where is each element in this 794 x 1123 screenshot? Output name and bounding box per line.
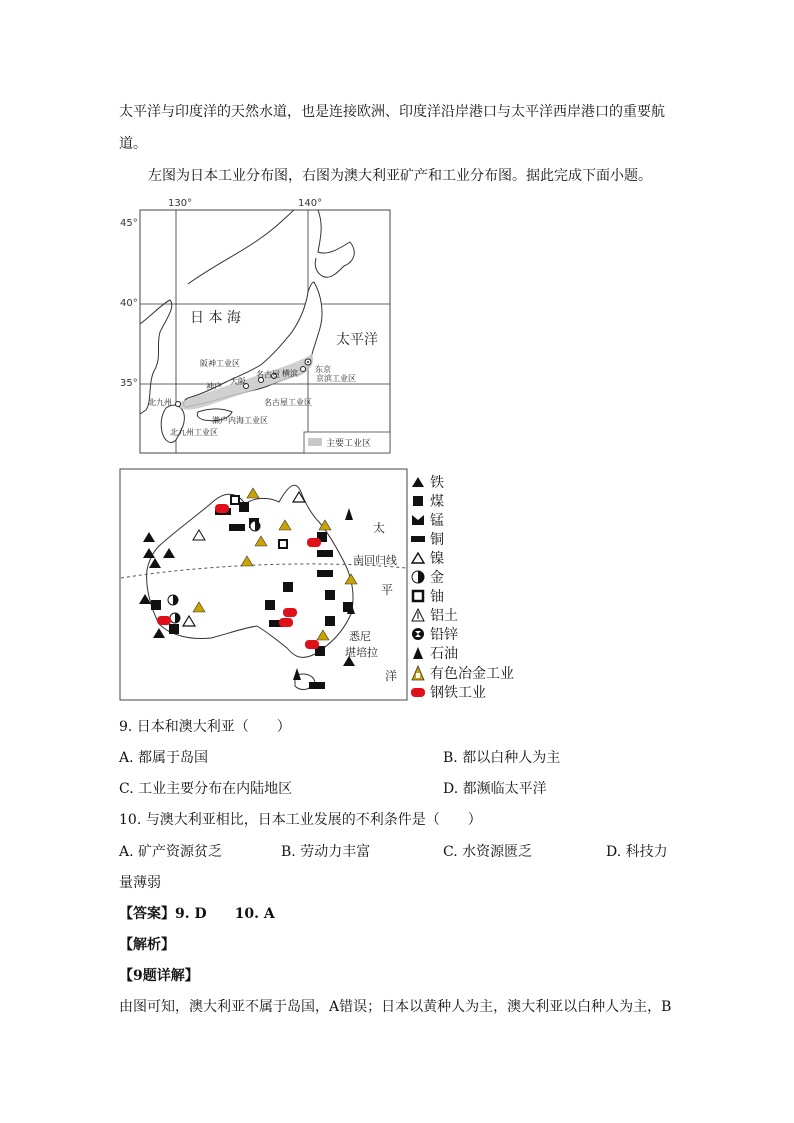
lon-140-label: 140° bbox=[298, 198, 323, 209]
legend-nickel-label: 镍 bbox=[430, 551, 444, 567]
nickel-icon bbox=[410, 550, 426, 566]
legend-coal bbox=[410, 492, 444, 510]
intro-line-1: 太平洋与印度洋的天然水道，也是连接欧洲、印度洋沿岸港口与太平洋西岸港口的重要航 bbox=[119, 104, 665, 120]
q10-option-a[interactable]: A. 矿产资源贫乏 bbox=[119, 844, 223, 860]
legend-copper bbox=[410, 530, 444, 548]
coal-icon bbox=[410, 493, 426, 509]
legend-nonferrous-label: 有色冶金工业 bbox=[430, 666, 514, 682]
q9-option-b[interactable]: B. 都以白种人为主 bbox=[443, 750, 561, 766]
nagoya-city-label: 名古屋 bbox=[256, 370, 280, 379]
legend-uranium-label: 铀 bbox=[430, 589, 444, 605]
manganese-icon bbox=[410, 512, 426, 528]
q10-option-d-continued: 量薄弱 bbox=[119, 875, 161, 891]
japan-legend-label: 主要工业区 bbox=[326, 439, 372, 449]
legend-manganese bbox=[410, 511, 444, 529]
legend-manganese-label: 锰 bbox=[430, 513, 444, 529]
legend-coal-label: 煤 bbox=[430, 494, 444, 510]
bauxite-icon bbox=[410, 607, 426, 623]
yokohama-label: 横滨 bbox=[282, 369, 298, 378]
lon-130-label: 130° bbox=[168, 198, 193, 209]
pacific-char-1: 太 bbox=[373, 521, 386, 535]
q10-stem: 10. 与澳大利亚相比，日本工业发展的不利条件是（ ） bbox=[119, 812, 482, 828]
q9-option-a[interactable]: A. 都属于岛国 bbox=[119, 750, 209, 766]
iron-icon bbox=[410, 474, 426, 490]
lat-35-label: 35° bbox=[120, 378, 138, 389]
q10-option-d[interactable]: D. 科技力 bbox=[606, 844, 668, 860]
uranium-icon bbox=[410, 588, 426, 604]
legend-iron-label: 铁 bbox=[430, 475, 444, 491]
canberra-label: 堪培拉 bbox=[345, 646, 378, 659]
setouchi-label: 濑户内海工业区 bbox=[212, 416, 268, 425]
lead-zinc-icon bbox=[410, 626, 426, 642]
legend-oil bbox=[410, 644, 458, 662]
answer-line: 【答案】9. D 10. A bbox=[119, 906, 275, 922]
q9-detail-title: 【9题详解】 bbox=[119, 968, 199, 984]
legend-gold-label: 金 bbox=[430, 570, 444, 586]
gold-icon bbox=[410, 569, 426, 585]
intro-line-2: 道。 bbox=[119, 136, 147, 152]
legend-iron bbox=[410, 473, 444, 491]
legend-steel-label: 钢铁工业 bbox=[430, 685, 486, 701]
pacific-char-2: 平 bbox=[381, 583, 394, 597]
analysis-title: 【解析】 bbox=[119, 937, 175, 953]
kobe-label: 神户 bbox=[206, 382, 222, 391]
nonferrous-icon bbox=[410, 665, 426, 681]
pacific-label-japan: 太平洋 bbox=[336, 332, 378, 348]
legend-copper-label: 铜 bbox=[430, 532, 444, 548]
legend-oil-label: 石油 bbox=[430, 646, 458, 662]
legend-gold bbox=[410, 568, 444, 586]
legend-bauxite-label: 铝土 bbox=[430, 608, 458, 624]
lat-45-label: 45° bbox=[120, 218, 138, 229]
q9-option-d[interactable]: D. 都濒临太平洋 bbox=[443, 781, 547, 797]
lat-40-label: 40° bbox=[120, 298, 138, 309]
sydney-label: 悉尼 bbox=[349, 630, 371, 643]
japan-industry-map bbox=[118, 196, 394, 458]
legend-nickel bbox=[410, 549, 444, 567]
q10-option-c[interactable]: C. 水资源匮乏 bbox=[443, 844, 533, 860]
osaka-label: 大阪 bbox=[230, 377, 246, 386]
keihin-label: 京滨工业区 bbox=[316, 374, 356, 383]
intro-line-3: 左图为日本工业分布图，右图为澳大利亚矿产和工业分布图。据此完成下面小题。 bbox=[148, 168, 652, 184]
kitakyushu-label: 北九州 bbox=[148, 398, 172, 407]
copper-icon bbox=[410, 531, 426, 547]
legend-uranium bbox=[410, 587, 444, 605]
oil-icon bbox=[410, 645, 426, 661]
nagoya-zone-label: 名古屋工业区 bbox=[264, 398, 312, 407]
detail-line: 由图可知，澳大利亚不属于岛国，A错误；日本以黄种人为主，澳大利亚以白种人为主，B bbox=[119, 999, 672, 1015]
q10-option-b[interactable]: B. 劳动力丰富 bbox=[281, 844, 371, 860]
legend-bauxite bbox=[410, 606, 458, 624]
legend-nonferrous bbox=[410, 664, 514, 682]
australia-resource-map bbox=[119, 468, 409, 702]
q9-option-c[interactable]: C. 工业主要分布在内陆地区 bbox=[119, 781, 293, 797]
hanshin-label: 阪神工业区 bbox=[200, 359, 240, 368]
legend-lead-zinc-label: 铅锌 bbox=[430, 627, 458, 643]
legend-lead-zinc bbox=[410, 625, 458, 643]
kitakyushu-zone-label: 北九州工业区 bbox=[170, 428, 218, 437]
tokyo-label: 东京 bbox=[315, 365, 331, 374]
tropic-label: 南回归线 bbox=[353, 554, 397, 567]
pacific-char-3: 洋 bbox=[385, 669, 398, 683]
sea-of-japan-label: 日 本 海 bbox=[190, 310, 241, 326]
legend-steel bbox=[410, 683, 486, 701]
steel-icon bbox=[410, 684, 426, 700]
q9-stem: 9. 日本和澳大利亚（ ） bbox=[119, 719, 291, 735]
